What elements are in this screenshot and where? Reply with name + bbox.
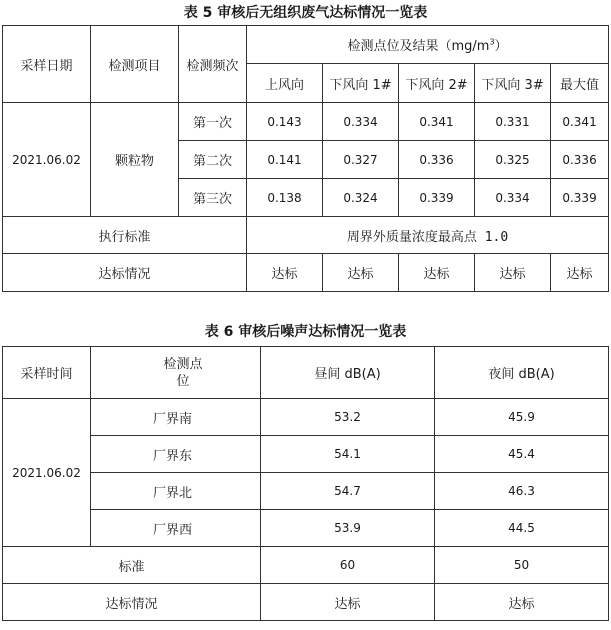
header-col-upwind: 上风向 xyxy=(247,64,323,103)
table-row xyxy=(3,436,609,473)
table-row xyxy=(3,399,609,436)
header-test-point xyxy=(91,347,261,399)
standard-night-cell: 50 xyxy=(435,547,609,584)
point-cell: 厂界北 xyxy=(91,473,261,510)
point-cell: 厂界东 xyxy=(91,436,261,473)
header-col-max: 最大值 xyxy=(551,64,609,103)
header-test-point-line1: 检测点 xyxy=(163,356,203,372)
header-sampling-date: 采样日期 xyxy=(3,26,91,103)
day-value-cell: 53.2 xyxy=(261,399,435,436)
sampling-date-cell: 2021.06.02 xyxy=(3,103,91,217)
header-test-point-text xyxy=(153,356,213,390)
header-col-downwind-1: 下风向 1# xyxy=(323,64,399,103)
standard-value-cell: 周界外质量浓度最高点 1.0 xyxy=(247,217,609,254)
value-cell: 0.325 xyxy=(475,141,551,179)
table-row xyxy=(3,510,609,547)
group-header-text: 检测点位及结果（mg/m xyxy=(347,39,490,54)
header-night: 夜间 dB(A) xyxy=(435,347,609,399)
header-test-item: 检测项目 xyxy=(91,26,179,103)
point-cell: 厂界西 xyxy=(91,510,261,547)
compliance-cell: 达标 xyxy=(475,254,551,292)
day-value-cell: 54.1 xyxy=(261,436,435,473)
header-test-point-line2: 位 xyxy=(176,373,190,389)
value-cell: 0.339 xyxy=(551,179,609,217)
night-value-cell: 44.5 xyxy=(435,510,609,547)
value-cell: 0.327 xyxy=(323,141,399,179)
header-day: 昼间 dB(A) xyxy=(261,347,435,399)
value-cell: 0.138 xyxy=(247,179,323,217)
compliance-cell: 达标 xyxy=(399,254,475,292)
value-cell: 0.334 xyxy=(323,103,399,141)
table6-title: 表 6 审核后噪声达标情况一览表 xyxy=(204,324,407,340)
header-col-downwind-3: 下风向 3# xyxy=(475,64,551,103)
value-cell: 0.336 xyxy=(399,141,475,179)
value-cell: 0.341 xyxy=(551,103,609,141)
header-point-results-group xyxy=(247,26,609,64)
night-value-cell: 45.4 xyxy=(435,436,609,473)
compliance-day-cell: 达标 xyxy=(261,584,435,621)
table6-noise xyxy=(2,346,609,621)
value-cell: 0.331 xyxy=(475,103,551,141)
point-cell: 厂界南 xyxy=(91,399,261,436)
table-row xyxy=(3,473,609,510)
header-sampling-time: 采样时间 xyxy=(3,347,91,399)
standard-label-cell: 执行标准 xyxy=(3,217,247,254)
value-cell: 0.324 xyxy=(323,179,399,217)
compliance-label-cell: 达标情况 xyxy=(3,254,247,292)
compliance-night-cell: 达标 xyxy=(435,584,609,621)
value-cell: 0.141 xyxy=(247,141,323,179)
group-header-superscript: 3 xyxy=(489,37,495,47)
sampling-date-cell: 2021.06.02 xyxy=(3,399,91,547)
header-test-frequency: 检测频次 xyxy=(179,26,247,103)
table5-title: 表 5 审核后无组织废气达标情况一览表 xyxy=(183,5,428,21)
day-value-cell: 54.7 xyxy=(261,473,435,510)
compliance-cell: 达标 xyxy=(551,254,609,292)
compliance-cell: 达标 xyxy=(323,254,399,292)
frequency-cell: 第二次 xyxy=(179,141,247,179)
header-col-downwind-2: 下风向 2# xyxy=(399,64,475,103)
standard-day-cell: 60 xyxy=(261,547,435,584)
group-header-suffix: ） xyxy=(494,39,508,54)
compliance-label-cell: 达标情况 xyxy=(3,584,261,621)
table5-exhaust-gas xyxy=(2,25,609,292)
value-cell: 0.334 xyxy=(475,179,551,217)
frequency-cell: 第一次 xyxy=(179,103,247,141)
night-value-cell: 45.9 xyxy=(435,399,609,436)
frequency-cell: 第三次 xyxy=(179,179,247,217)
value-cell: 0.336 xyxy=(551,141,609,179)
test-item-cell: 颗粒物 xyxy=(91,103,179,217)
day-value-cell: 53.9 xyxy=(261,510,435,547)
table-row xyxy=(3,103,609,141)
value-cell: 0.341 xyxy=(399,103,475,141)
value-cell: 0.143 xyxy=(247,103,323,141)
compliance-cell: 达标 xyxy=(247,254,323,292)
standard-label-cell: 标准 xyxy=(3,547,261,584)
value-cell: 0.339 xyxy=(399,179,475,217)
night-value-cell: 46.3 xyxy=(435,473,609,510)
